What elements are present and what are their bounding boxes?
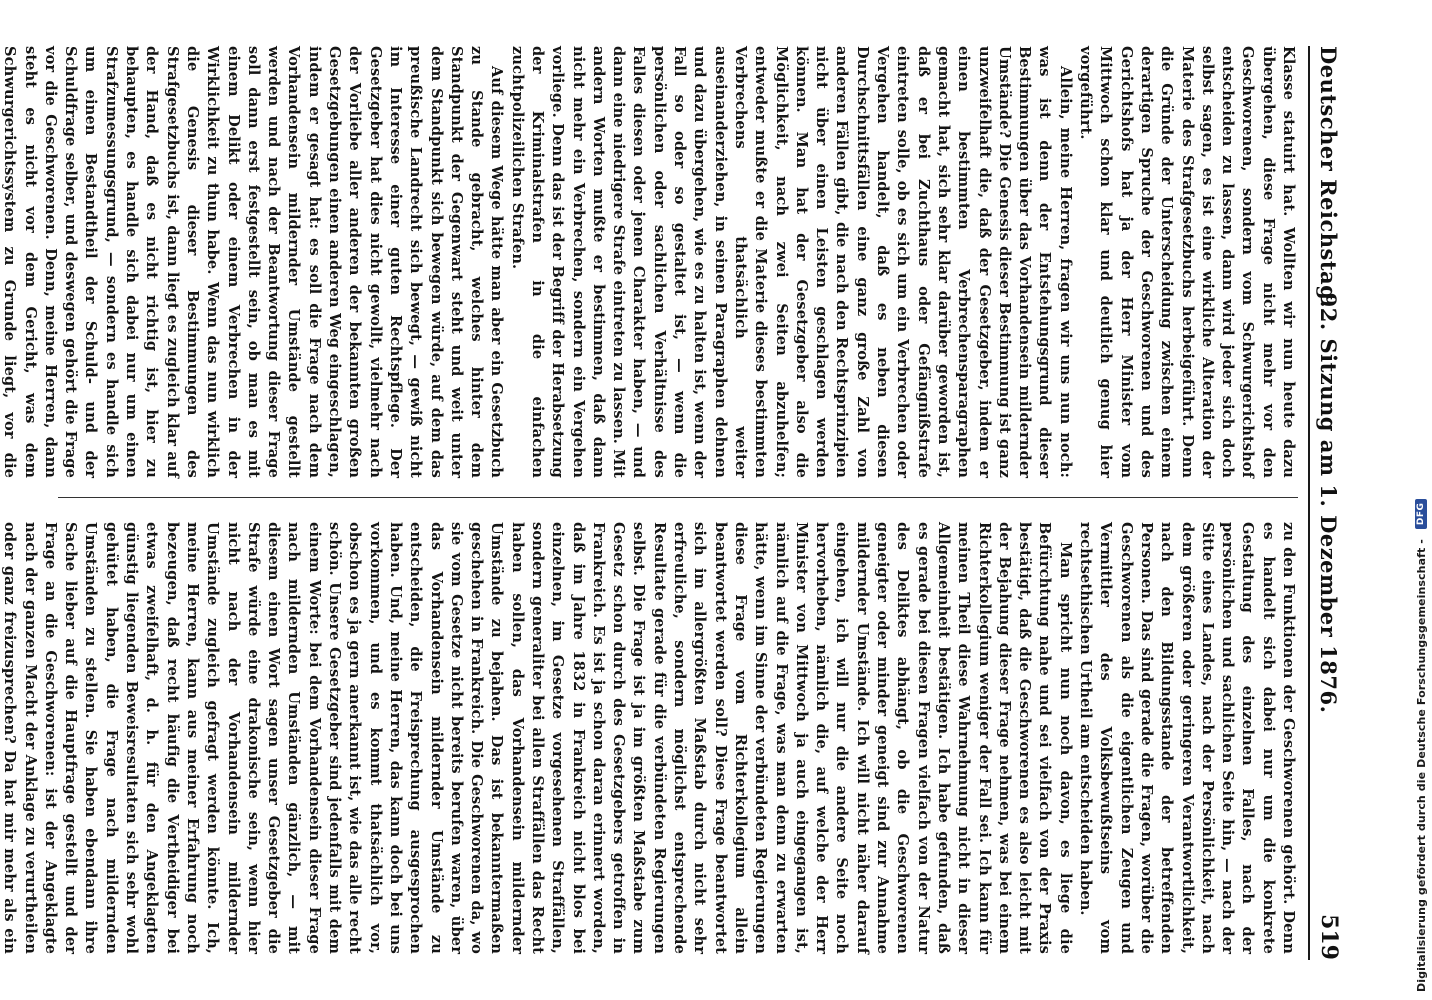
paragraph: Allein, meine Herren, fragen wir uns nun noch: was ist denn der Entstehungsgrund dieser Bestimmungen über das Vorhandensein mildernder Umstände? Die Genesis dieser Bestimmung ist ganz unzweifelhaft die, daß der Gesetzgeber, indem er einen bestimmten Verbrechensparagraphen gemacht hat, sich sehr klar darüber geworden ist, daß er bei Zuchthaus oder Gefängnißstrafe eintreten solle, ob es sich um ein Verbrechen oder Vergehen handelt, daß es neben diesen Durchschnittsfällen eine ganz große Zahl von anderen Fällen gibt, die nach den Rechtsprinzipien nicht über einen Leisten geschlagen werden können. Man hat der Gesetzgeber also die Möglichkeit, nach zwei Seiten abzuhelfen; entweder mußte er die Materie dieses bestimmten Verbrechens thatsächlich weiter auseinanderziehen, in seinen Paragraphen dehnen und dazu übergehen, wie es zu halten ist, wenn der Fall so oder so gestaltet ist, — wenn die persönlichen oder sachlichen Verhältnisse des Falles diesen oder jenen Charakter haben, — und dann eine niedrigere Strafe eintreten zu lassen. Mit andern Worten mußte er bestimmen, daß dann nicht mehr ein Verbrechen, sondern ein Vergehen vorliege. Denn das ist der Begriff der Herabsetzung der Kriminalstrafen in die einfachen zuchtpolizeilichen Strafen. xyxy=(508,46,1074,478)
header-publication-title: Deutscher Reichstag. xyxy=(1316,46,1341,309)
dfg-logo: DFG xyxy=(1415,499,1427,530)
paragraph: Klasse statuirt hat. Wollten wir nun heute dazu übergehen, diese Frage nicht mehr vor den Geschworenen, sondern vom Schwurgerichtshof entscheiden zu lassen, dann wird jeder sich doch selbst sagen, es ist eine wirkliche Alteration der Materie des Strafgesetzbuchs herbeigeführt. Denn die Gründe der Unterscheidung zwischen einem derartigen Spruche der Geschworenen und des Gerichtshofs hat ja der Herr Minister vom Mittwoch schon klar und deutlich genug hier vorgeführt. xyxy=(1077,46,1297,478)
text-column-right xyxy=(1,522,1298,954)
column-divider xyxy=(58,497,1298,498)
digitization-credit xyxy=(1414,0,1430,992)
paragraph: zu den Funktionen der Geschworenen gehört. Denn es handelt sich dabei nur um die konkrete Gestaltung des einzelnen Falles, nach der persönlichen und sachlichen Seite hin, — nach der Sitte eines Landes, nach der Persönlichkeit, nach dem größeren oder geringeren Verantwortlichkeit, nach den Bildungsstande der betreffenden Personen. Das sind gerade die Fragen, worüber die Geschworenen als die eigentlichen Zeugen und Vermittler des Volksbewußtseins vom rechtsethischen Urtheil am entscheiden haben. xyxy=(1077,522,1297,954)
paragraph: Man spricht nun noch davon, es liege die Befürchtung nahe und sei vielfach von der Praxis bestätigt, daß die Geschworenen es also leicht mit der Bejahung dieser Frage nehmen, was bei einem Richterkollegium weniger der Fall sei. Ich kann für meinen Theil diese Wahrnehmung nicht in dieser Allgemeinheit bestätigen. Ich habe gefunden, daß es gerade bei diesen Fragen vielfach von der Natur des Deliktes abhängt, ob die Geschworenen geneigter oder minder geneigt sind zur Annahme mildernder Umstände. Ich will nicht näher darauf eingehen, ich will nur die andere Seite noch hervorheben, nämlich die, auf welche der Herr Minister von Mittwoch ja auch eingegangen ist, nämlich auf die Frage, was man denn zu erwarten hätte, wenn im Sinne der verbündeten Regierungen diese Frage vom Richterkollegium allein beantwortet werden soll? Diese Frage beantwortet sich im allergrößten Maßstab durch nicht sehr erfreuliche, sondern möglichst entsprechende Resultate gerade für die verbündeten Regierungen selbst. Die Frage ist ja im größten Maßstabe zum Gesetz schon durch des Gesetzgebers getroffen in Frankreich. Es ist ja schon daran erinnert worden, daß im Jahre 1832 in Frankreich nicht blos bei einzelnen, im Gesetze vorgesehenen Straffällen, sondern generaliter bei allen Straffällen das Recht haben sollen, das Vorhandensein mildernder Umstände zu bejahen. Das ist bekanntermaßen geschehen in Frankreich. Die Geschworenen da, wo sie vom Gesetze nicht bereits berufen waren, über das Vorhandensein mildernder Umstände zu entscheiden, die Freisprechung ausgesprochen haben. Und, meine Herren, das kann doch bei uns vorkommen, und es kommt thatsächlich vor, obschon es ja gern anerkannt ist, wie das alle recht schön. Unsere Gesetzgeber sind jedenfalls mit dem einem Worte: bei dem Vorhandensein dieser Frage nach mildernden Umständen gänzlich, — mit diesem einen Wort sagen unser Gesetzgeber die Strafe würde eine drakonische sein, wenn hier nicht nach der Vorhandensein mildernder Umstände zugleich gefragt werden könnte. Ich, meine Herren, kann aus meiner Erfahrung noch bezeugen, daß recht häufig die Vertheidiger bei etwas zweifelhaft, d. h. für den Angeklagten günstig liegenden Beweisresultaten sich sehr wohl gehütet haben, die Frage nach mildernden Umständen zu stellen. Sie haben ebendann ihre Sache lieber auf die Hauptfrage gestellt und der Frage an die Geschworenen: ist der Angeklagte nach der ganzen Macht der Anklage zu verurtheilen oder ganz freizusprechen? Da hat mir mehr als ein xyxy=(1,522,1074,954)
text-column-left xyxy=(1,46,1298,478)
paragraph: Auf diesem Wege hätte man aber ein Gesetzbuch zu Stande gebracht, welches hinter dem Standpunkt der Gegenwart steht und weit unter dem Standpunkt sich bewegen würde, auf dem das preußische Landrecht sich bewegt, — gewiß nicht im Interesse einer guten Rechtspflege. Der Gesetzgeber hat dies nicht gewollt, vielmehr nach der Vorliebe aller anderen der bekannten großen Gesetzgebungen einen anderen Weg eingeschlagen, indem er gesagt hat: es soll die Frage nach dem Vorhandensein mildernder Umstände gestellt werden und nach der Beantwortung dieser Frage soll dann erst festgestellt sein, ob man es mit einem Delikt oder einem Verbrechen in der Wirklichkeit zu thun habe. Wenn das nun wirklich die Genesis dieser Bestimmungen des Strafgesetzbuchs ist, dann liegt es zugleich klar auf der Hand, daß es nicht richtig ist, hier zu behaupten, es handle sich dabei nur um einen Strafzumessungsgrund, — sondern es handle sich um einen Bestandtheil der Schuld- und der Schuldfrage selber, und deswegen gehört die Frage vor die Geschworenen. Denn, meine Herren, dann steht es nicht vor dem Gericht, was dem Schwurgerichtssystem zu Grunde liegt, vor die xyxy=(1,46,506,478)
page-header xyxy=(1308,46,1350,960)
header-session-date: 92. Sitzung am 1. Dezember 1876. xyxy=(1316,292,1341,714)
credit-text: Digitalisierung gefördert durch die Deutsche Forschungsgemeinschaft - xyxy=(1414,539,1428,992)
page-number: 519 xyxy=(1316,914,1342,960)
document-page xyxy=(1,0,1398,1000)
